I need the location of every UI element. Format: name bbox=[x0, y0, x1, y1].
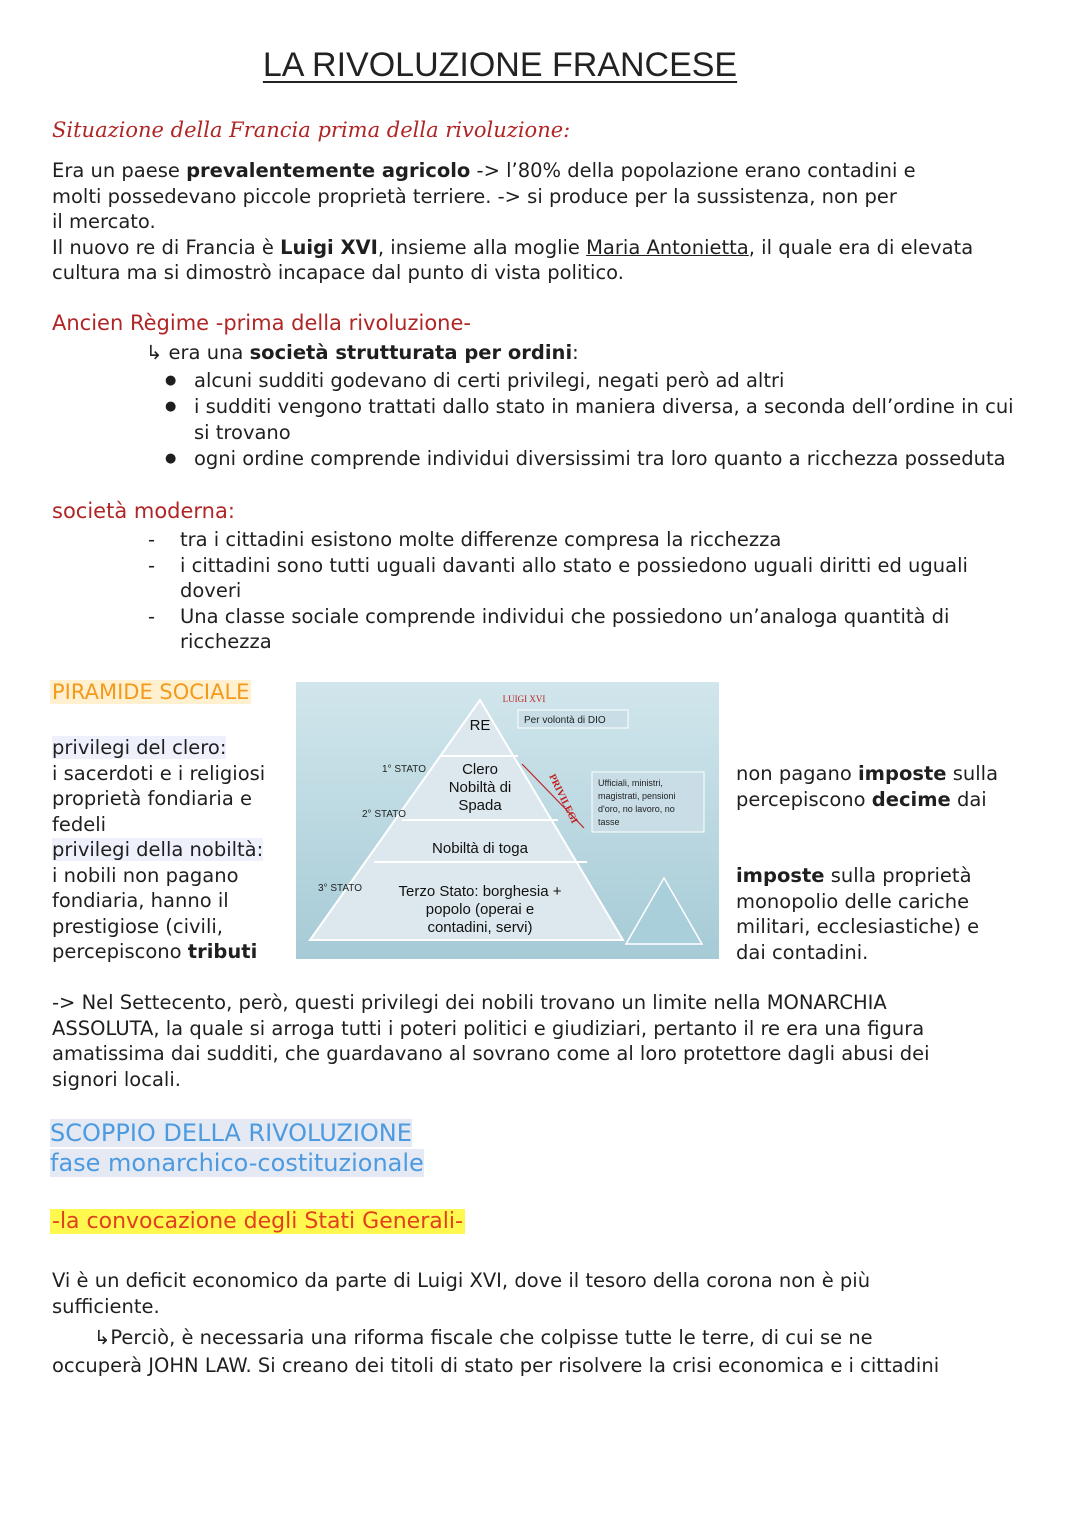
text-span: Il nuovo re di Francia è bbox=[52, 235, 281, 259]
privilegi-label: PRIVILEGI bbox=[546, 772, 580, 826]
paragraph-line: fedeli bbox=[52, 812, 107, 836]
social-pyramid-figure bbox=[296, 682, 719, 959]
privilegi-right-column-2 bbox=[736, 863, 1036, 965]
page-title bbox=[0, 46, 1000, 85]
paragraph-line: il mercato. bbox=[52, 210, 156, 233]
paragraph-line bbox=[736, 863, 1036, 889]
highlighted-heading: PIRAMIDE SOCIALE bbox=[52, 680, 250, 704]
nobilta-toga-label: Nobiltà di toga bbox=[432, 840, 528, 857]
paragraph-line bbox=[736, 761, 1036, 787]
list-item: ● alcuni sudditi godevano di certi privilegi, negati però ad altri bbox=[194, 368, 1014, 394]
paragraph-deficit bbox=[52, 1268, 1052, 1319]
terzo-stato-label: popolo (operai e bbox=[425, 901, 535, 918]
text-span: : bbox=[572, 341, 579, 364]
privilegi-clero-heading bbox=[52, 735, 292, 761]
stato2-label: 2° STATO bbox=[362, 809, 407, 820]
paragraph-line: i sacerdoti e i religiosi bbox=[52, 761, 266, 785]
spada-label: Spada bbox=[458, 797, 502, 814]
bold-text: prevalentemente agricolo bbox=[186, 159, 471, 182]
privilegi-left-column bbox=[52, 735, 292, 965]
paragraph-line: amatissima dai sudditi, che guardavano al sovrano come al loro protettore dagli abusi dei bbox=[52, 1042, 930, 1065]
stato1-label: 1° STATO bbox=[382, 764, 427, 775]
text-span: Perciò, è necessaria una riforma fiscale che colpisse tutte le terre, di cui se ne bbox=[110, 1326, 873, 1349]
section-heading-societa-moderna: società moderna: bbox=[52, 499, 235, 523]
paragraph-line: cultura ma si dimostrò incapace dal punto di vista politico. bbox=[52, 261, 624, 284]
paragraph-line bbox=[52, 1324, 1062, 1352]
ancien-regime-list bbox=[194, 368, 1014, 472]
scoppio-heading-line bbox=[50, 1118, 424, 1148]
highlighted-subheading: fase monarchico-costituzionale bbox=[50, 1149, 424, 1177]
text-span: percepiscono bbox=[736, 787, 872, 811]
bold-text: Luigi XVI bbox=[280, 235, 378, 259]
uffici-text: tasse bbox=[598, 817, 620, 827]
societa-moderna-list bbox=[180, 527, 1020, 655]
paragraph-line bbox=[736, 787, 1036, 813]
paragraph-line: Vi è un deficit economico da parte di Luigi XVI, dove il tesoro della corona non è più bbox=[52, 1269, 871, 1292]
section-heading-piramide bbox=[50, 680, 251, 704]
paragraph-line: i nobili non pagano bbox=[52, 863, 239, 887]
ancien-regime-intro bbox=[146, 340, 579, 366]
privilegi-right-column-1 bbox=[736, 761, 1036, 812]
paragraph-line: monopolio delle cariche bbox=[736, 889, 970, 913]
bold-text: tributi bbox=[187, 940, 258, 963]
pyramid-svg bbox=[296, 682, 719, 959]
arrow-icon: ↳ bbox=[146, 341, 163, 364]
text-span: sulla proprietà bbox=[824, 864, 972, 887]
bold-text: società strutturata per ordini bbox=[249, 341, 573, 364]
small-triangle-shape bbox=[626, 878, 702, 944]
uffici-text: magistrati, pensioni bbox=[598, 791, 676, 801]
paragraph-line bbox=[52, 158, 1052, 184]
list-item: ● ogni ordine comprende individui diversissimi tra loro quanto a ricchezza posseduta bbox=[194, 446, 1014, 472]
paragraph-riforma bbox=[52, 1324, 1062, 1380]
text-span: ASSOLUTA bbox=[52, 1016, 154, 1040]
paragraph-line: prestigiose (civili, bbox=[52, 914, 224, 938]
paragraph-line: proprietà fondiaria e bbox=[52, 787, 252, 810]
text-span: -> l’80% della popolazione erano contadini e bbox=[470, 159, 916, 182]
bold-text: decime bbox=[871, 787, 951, 811]
text-span: percepiscono bbox=[52, 940, 188, 963]
section-heading-situazione: Situazione della Francia prima della rivoluzione: bbox=[52, 118, 571, 142]
highlighted-text: privilegi del clero: bbox=[52, 736, 227, 759]
paragraph-line: occuperà JOHN LAW. Si creano dei titoli di stato per risolvere la crisi economica e i cittadini bbox=[52, 1354, 940, 1377]
uffici-text: Ufficiali, ministri, bbox=[598, 778, 663, 788]
list-item: - tra i cittadini esistono molte differenze compresa la ricchezza bbox=[180, 527, 1020, 553]
paragraph-line bbox=[52, 1016, 1052, 1042]
text-span: dai bbox=[950, 787, 987, 811]
text-span: MONARCHIA bbox=[766, 991, 887, 1014]
uffici-text: d'oro, no lavoro, no bbox=[598, 804, 675, 814]
list-item: - i cittadini sono tutti uguali davanti allo stato e possiedono uguali diritti ed uguali doveri bbox=[180, 553, 1020, 604]
privilegi-nobilta-heading bbox=[52, 837, 292, 863]
paragraph-line: dai contadini. bbox=[736, 940, 869, 964]
bold-text: imposte bbox=[858, 762, 947, 785]
terzo-stato-label: Terzo Stato: borghesia + bbox=[398, 883, 562, 900]
highlighted-heading: SCOPPIO DELLA RIVOLUZIONE bbox=[50, 1119, 412, 1147]
paragraph-line: militari, ecclesiastiche) e bbox=[736, 915, 980, 938]
paragraph-monarchia bbox=[52, 990, 1052, 1092]
paragraph-situazione bbox=[52, 158, 1052, 286]
scoppio-subheading-line bbox=[50, 1148, 424, 1178]
highlighted-text: privilegi della nobiltà: bbox=[52, 838, 264, 861]
section-heading-scoppio bbox=[50, 1118, 424, 1178]
highlighted-heading: -la convocazione degli Stati Generali- bbox=[52, 1209, 463, 1234]
paragraph-line: sufficiente. bbox=[52, 1294, 160, 1318]
list-item: ● i sudditi vengono trattati dallo stato in maniera diversa, a seconda dell’ordine in cui si trovano bbox=[194, 394, 1014, 446]
stati-generali-heading bbox=[50, 1209, 465, 1234]
arrow-icon: ↳ bbox=[94, 1326, 111, 1349]
clero-label: Clero bbox=[462, 761, 498, 778]
paragraph-line: signori locali. bbox=[52, 1067, 181, 1091]
paragraph-line bbox=[52, 939, 292, 965]
nobilta-spada-label: Nobiltà di bbox=[448, 779, 512, 796]
re-label: RE bbox=[469, 717, 491, 734]
divine-right-label: Per volontà di DIO bbox=[524, 715, 606, 726]
text-span: sulla bbox=[946, 762, 999, 785]
section-heading-ancien-regime: Ancien Règime -prima della rivoluzione- bbox=[52, 311, 471, 335]
text-span: , il quale era di elevata bbox=[748, 235, 974, 259]
underlined-text: Maria Antonietta bbox=[586, 235, 749, 259]
paragraph-line bbox=[52, 990, 1052, 1016]
bold-text: imposte bbox=[736, 864, 825, 887]
text-span: , la quale si arroga tutti i poteri politici e giudiziari, pertanto il re era una figura bbox=[153, 1016, 925, 1040]
page-title-text: LA RIVOLUZIONE FRANCESE bbox=[262, 46, 738, 84]
text-span: -> Nel Settecento, però, questi privilegi dei nobili trovano un limite nella bbox=[52, 991, 767, 1014]
text-span: era una bbox=[162, 341, 250, 364]
stato3-label: 3° STATO bbox=[318, 883, 363, 894]
list-item: - Una classe sociale comprende individui che possiedono un’analoga quantità di ricchezza bbox=[180, 604, 1020, 655]
paragraph-line: molti possedevano piccole proprietà terriere. -> si produce per la sussistenza, non per bbox=[52, 184, 897, 208]
luigi-label: LUIGI XVI bbox=[502, 694, 546, 704]
terzo-stato-label: contadini, servi) bbox=[427, 919, 533, 936]
paragraph-line: fondiaria, hanno il bbox=[52, 889, 229, 912]
paragraph-line bbox=[52, 235, 1052, 261]
text-span: Era un paese bbox=[52, 159, 187, 182]
text-span: non pagano bbox=[736, 762, 858, 785]
text-span: , insieme alla moglie bbox=[377, 235, 587, 259]
